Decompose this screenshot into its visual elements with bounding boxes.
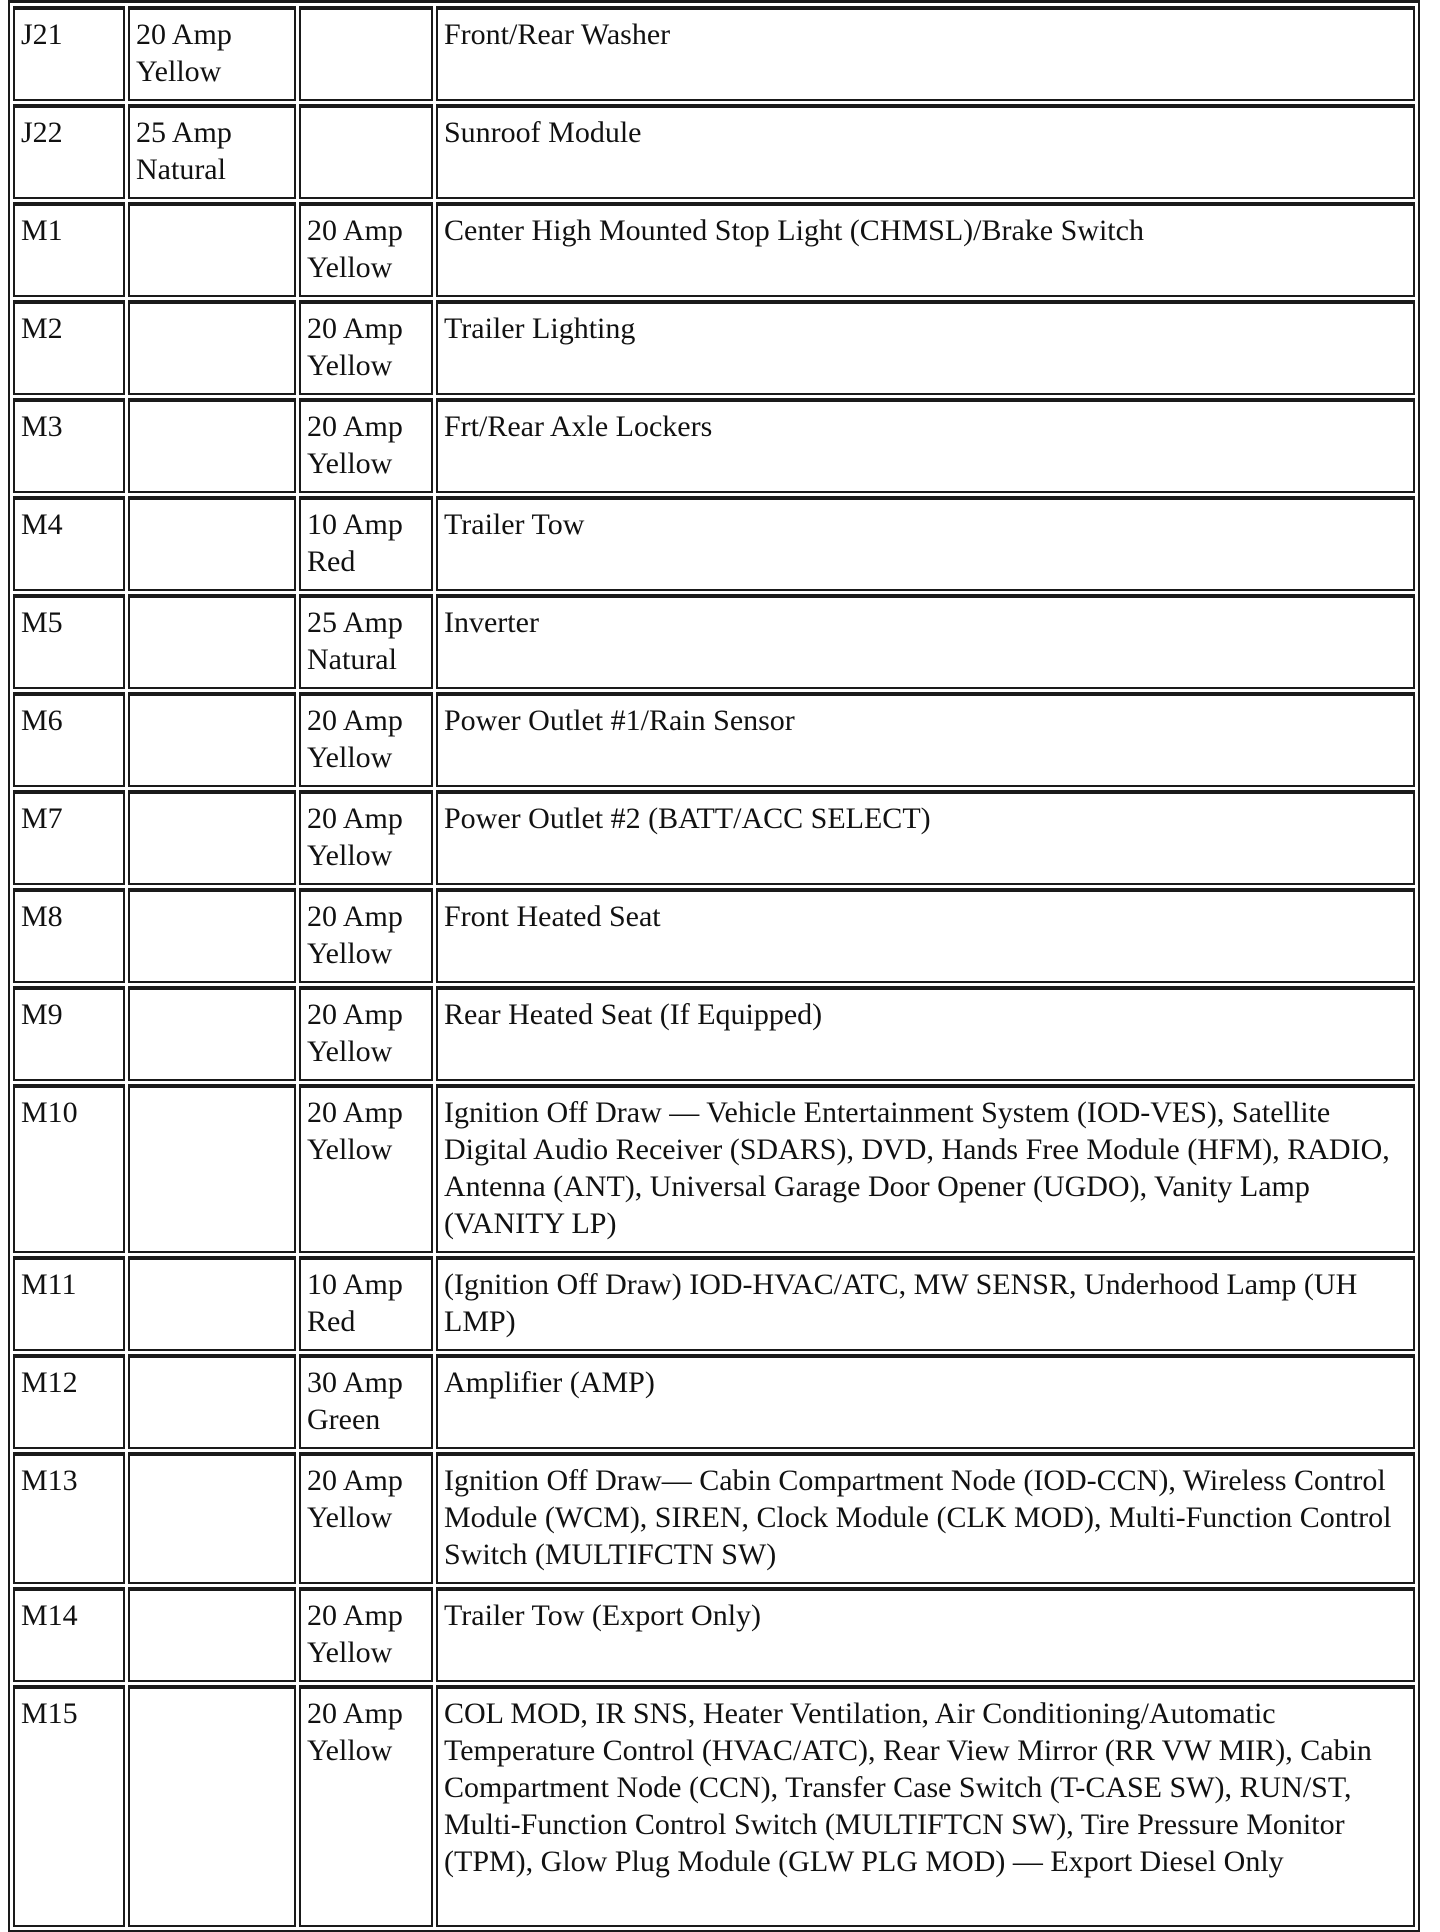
description-cell [436,1685,1415,1927]
description-text: Trailer Tow (Export Only) [444,1599,762,1632]
mini-fuse-cell [299,1084,433,1253]
mini-fuse-cell [299,202,433,297]
description-text: Sunroof Module [444,116,642,149]
table-row [13,1256,1415,1351]
fuse-table [8,0,1420,1932]
table-row [13,398,1415,493]
cavity-cell [13,202,125,297]
cavity-cell [13,496,125,591]
description-text: Trailer Tow [444,508,585,541]
mini-fuse-text: 20 Amp Yellow [307,1697,403,1767]
cavity-text: M15 [21,1697,78,1730]
cavity-cell [13,104,125,199]
description-text: Rear Heated Seat (If Equipped) [444,998,823,1031]
description-cell [436,1452,1415,1584]
description-cell [436,692,1415,787]
description-text: Front Heated Seat [444,900,661,933]
cavity-text: M7 [21,802,63,835]
cavity-text: M3 [21,410,63,443]
table-row [13,1685,1415,1927]
cartridge-fuse-cell [128,1256,296,1351]
cartridge-fuse-text: 20 Amp Yellow [136,18,232,88]
cartridge-fuse-cell [128,104,296,199]
cavity-cell [13,986,125,1081]
description-text: Frt/Rear Axle Lockers [444,410,713,443]
cavity-cell [13,1452,125,1584]
description-cell [436,1256,1415,1351]
cavity-text: M9 [21,998,63,1031]
description-cell [436,398,1415,493]
mini-fuse-cell [299,300,433,395]
description-cell [436,1587,1415,1682]
description-text: Trailer Lighting [444,312,636,345]
table-row [13,104,1415,199]
table-row [13,1084,1415,1253]
mini-fuse-cell [299,888,433,983]
mini-fuse-cell [299,1587,433,1682]
cavity-cell [13,790,125,885]
mini-fuse-text: 10 Amp Red [307,508,403,578]
description-text: (Ignition Off Draw) IOD-HVAC/ATC, MW SENSR, Underhood Lamp (UH LMP) [444,1268,1358,1338]
mini-fuse-cell [299,790,433,885]
cavity-text: M1 [21,214,63,247]
mini-fuse-text: 20 Amp Yellow [307,312,403,382]
description-cell [436,888,1415,983]
description-text: Ignition Off Draw— Cabin Compartment Node (IOD-CCN), Wireless Control Module (WCM), SIREN, Clock Module (CLK MOD), Multi-Function Control Switch (MULTIFCTN SW) [444,1464,1392,1571]
description-cell [436,1354,1415,1449]
mini-fuse-text: 20 Amp Yellow [307,802,403,872]
description-cell [436,6,1415,101]
cavity-text: M8 [21,900,63,933]
mini-fuse-text: 20 Amp Yellow [307,214,403,284]
cartridge-fuse-cell [128,594,296,689]
description-cell [436,202,1415,297]
table-row [13,986,1415,1081]
mini-fuse-cell [299,1354,433,1449]
mini-fuse-text: 10 Amp Red [307,1268,403,1338]
description-text: Power Outlet #2 (BATT/ACC SELECT) [444,802,931,835]
cartridge-fuse-cell [128,1587,296,1682]
mini-fuse-cell [299,594,433,689]
mini-fuse-text: 20 Amp Yellow [307,1599,403,1669]
cavity-cell [13,1354,125,1449]
cartridge-fuse-cell [128,986,296,1081]
cavity-cell [13,398,125,493]
mini-fuse-cell [299,6,433,101]
cartridge-fuse-cell [128,1452,296,1584]
mini-fuse-cell [299,1685,433,1927]
mini-fuse-text: 20 Amp Yellow [307,998,403,1068]
mini-fuse-cell [299,104,433,199]
description-text: Center High Mounted Stop Light (CHMSL)/Brake Switch [444,214,1144,247]
cartridge-fuse-text: 25 Amp Natural [136,116,232,186]
mini-fuse-cell [299,496,433,591]
mini-fuse-text: 20 Amp Yellow [307,900,403,970]
description-text: Power Outlet #1/Rain Sensor [444,704,795,737]
cartridge-fuse-cell [128,300,296,395]
cavity-cell [13,1084,125,1253]
table-row [13,594,1415,689]
description-text: COL MOD, IR SNS, Heater Ventilation, Air Conditioning/Automatic Temperature Control (HVAC/ATC), Rear View Mirror (RR VW MIR), Cabin Compartment Node (CCN), Transfer Case Switch (T-CASE SW), RUN/ST, Multi-Function Control Switch (MULTIFTCN SW), Tire Pressure Monitor (TPM), Glow Plug Module (GLW PLG MOD) — Export Diesel Only [444,1697,1372,1878]
mini-fuse-text: 20 Amp Yellow [307,704,403,774]
cavity-cell [13,1256,125,1351]
table-row [13,888,1415,983]
description-cell [436,594,1415,689]
description-cell [436,790,1415,885]
cavity-text: M11 [21,1268,77,1301]
document-page [8,0,1418,1932]
cavity-cell [13,300,125,395]
table-row [13,1354,1415,1449]
cartridge-fuse-cell [128,692,296,787]
cavity-text: M5 [21,606,63,639]
description-text: Front/Rear Washer [444,18,671,51]
description-cell [436,986,1415,1081]
cartridge-fuse-cell [128,398,296,493]
cavity-text: J21 [21,18,63,51]
cavity-text: M6 [21,704,63,737]
cavity-text: M10 [21,1096,78,1129]
cavity-cell [13,888,125,983]
mini-fuse-text: 20 Amp Yellow [307,410,403,480]
description-cell [436,104,1415,199]
description-text: Amplifier (AMP) [444,1366,655,1399]
cavity-text: M14 [21,1599,78,1632]
cartridge-fuse-cell [128,1084,296,1253]
mini-fuse-cell [299,986,433,1081]
mini-fuse-text: 20 Amp Yellow [307,1464,403,1534]
cavity-text: M2 [21,312,63,345]
cavity-cell [13,692,125,787]
cavity-cell [13,1587,125,1682]
mini-fuse-text: 30 Amp Green [307,1366,403,1436]
cavity-text: J22 [21,116,63,149]
cartridge-fuse-cell [128,496,296,591]
table-row [13,300,1415,395]
table-row [13,1452,1415,1584]
cavity-cell [13,594,125,689]
table-row [13,6,1415,101]
mini-fuse-cell [299,398,433,493]
table-row [13,202,1415,297]
cartridge-fuse-cell [128,888,296,983]
table-row [13,692,1415,787]
cavity-text: M12 [21,1366,78,1399]
cavity-cell [13,1685,125,1927]
description-text: Ignition Off Draw — Vehicle Entertainment System (IOD-VES), Satellite Digital Audio Receiver (SDARS), DVD, Hands Free Module (HFM), RADIO, Antenna (ANT), Universal Garage Door Opener (UGDO), Vanity Lamp (VANITY LP) [444,1096,1390,1240]
cartridge-fuse-cell [128,202,296,297]
mini-fuse-cell [299,1256,433,1351]
description-cell [436,496,1415,591]
description-cell [436,1084,1415,1253]
table-row [13,790,1415,885]
table-row [13,1587,1415,1682]
mini-fuse-text: 20 Amp Yellow [307,1096,403,1166]
cartridge-fuse-cell [128,1685,296,1927]
mini-fuse-cell [299,692,433,787]
description-cell [436,300,1415,395]
cartridge-fuse-cell [128,790,296,885]
cavity-text: M13 [21,1464,78,1497]
cavity-cell [13,6,125,101]
cartridge-fuse-cell [128,6,296,101]
mini-fuse-cell [299,1452,433,1584]
cartridge-fuse-cell [128,1354,296,1449]
cavity-text: M4 [21,508,63,541]
mini-fuse-text: 25 Amp Natural [307,606,403,676]
table-row [13,496,1415,591]
description-text: Inverter [444,606,539,639]
